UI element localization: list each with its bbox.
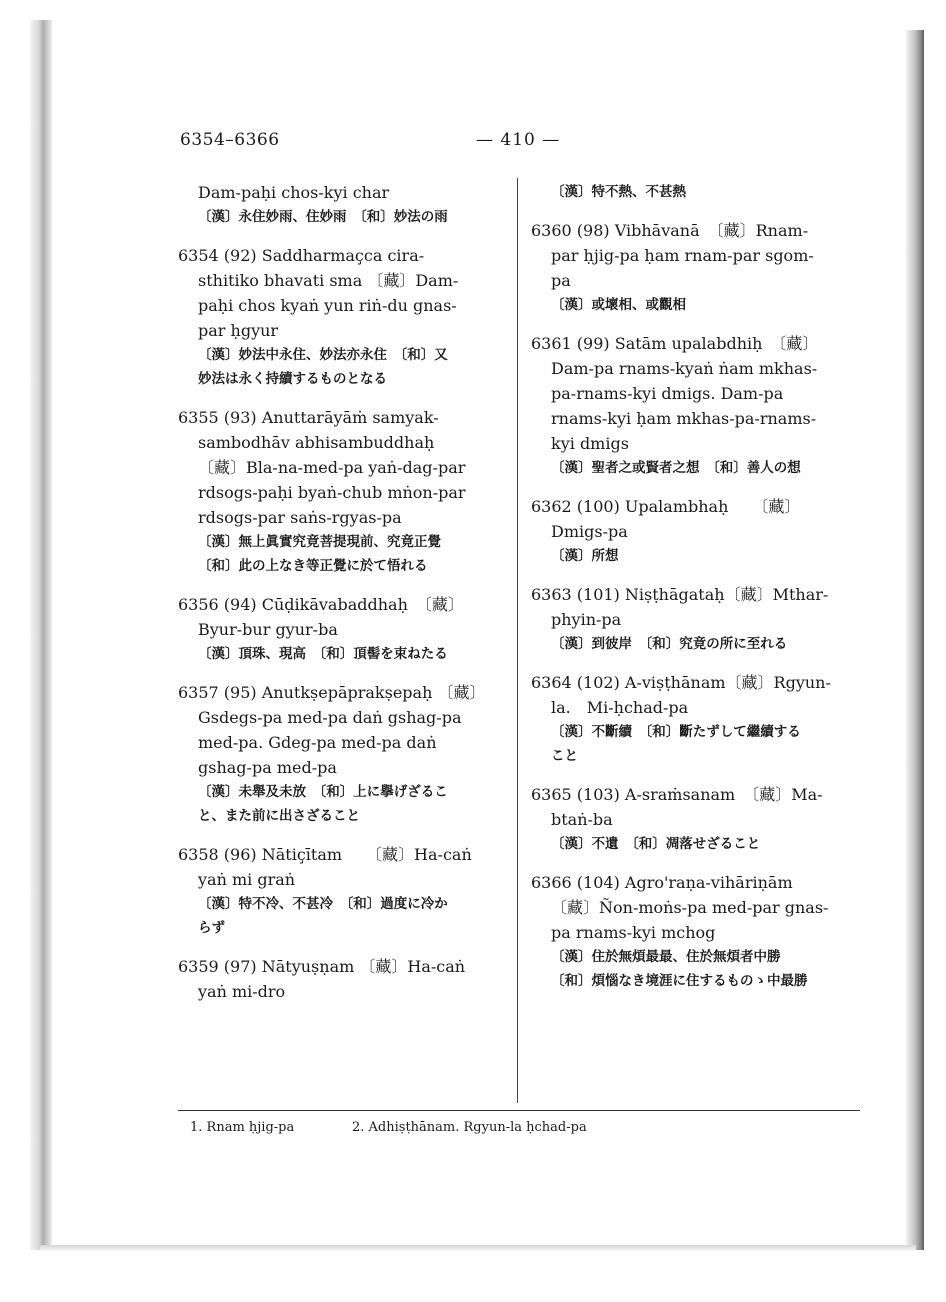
entry-line: rnams-kyi ḥam mkhas-pa-rnams- <box>551 409 817 428</box>
entry-line: btaṅ-ba <box>551 810 613 829</box>
page-number: — 410 — <box>476 130 561 150</box>
entry-headword: 6356 (94) Cūḍikāvabaddhaḥ 〔藏〕 <box>178 595 464 614</box>
translation-line: 〔漢〕未舉及未放 〔和〕上に擧げざるこ <box>198 784 448 800</box>
entry-line: pa-rnams-kyi dmigs. Dam-pa <box>551 384 784 403</box>
entry-headword: 6363 (101) Niṣṭhāgataḥ〔藏〕Mthar- <box>531 585 829 604</box>
entry-headword: 6366 (104) Agro'raṇa-vihāriṇām <box>531 873 793 892</box>
translation-line: 妙法は永く持續するものとなる <box>198 371 387 387</box>
entry-headword: 6361 (99) Satām upalabdhiḥ 〔藏〕 <box>531 334 819 353</box>
footnote-1: 1. Rnam ḥjig-pa <box>190 1120 295 1135</box>
right-column <box>531 180 857 1007</box>
footnote-2: 2. Adhiṣṭhānam. Rgyun-la ḥchad-pa <box>352 1120 587 1135</box>
entry-line: yaṅ mi graṅ <box>198 870 296 889</box>
translation-line: 〔和〕此の上なき等正覺に於て悟れる <box>198 558 428 574</box>
translation-line: 〔漢〕所想 <box>551 548 619 564</box>
entry-line: sambodhāv abhisambuddhaḥ <box>198 433 435 452</box>
column-divider <box>517 178 518 1103</box>
page-header <box>180 130 840 154</box>
dictionary-entry <box>531 494 857 568</box>
translation-line: 〔漢〕不斷續 〔和〕斷たずして繼續する <box>551 724 801 740</box>
dictionary-entry <box>531 331 857 480</box>
entry-line: med-pa. Gdeg-pa med-pa daṅ <box>198 733 437 752</box>
dictionary-entry <box>531 870 857 993</box>
translation-line: 〔漢〕到彼岸 〔和〕究竟の所に至れる <box>551 636 788 652</box>
entry-line: yaṅ mi-dro <box>198 982 286 1001</box>
dictionary-entry <box>531 782 857 856</box>
entry-line: pa <box>551 271 571 290</box>
entry-line: 〔藏〕Ñon-moṅs-pa med-par gnas- <box>551 898 829 917</box>
dictionary-entry <box>178 243 504 391</box>
dictionary-entry <box>178 592 504 666</box>
entry-line: pa rnams-kyi mchog <box>551 923 716 942</box>
entry-line: Gsdegs-pa med-pa daṅ gshag-pa <box>198 708 462 727</box>
dictionary-entry <box>531 670 857 768</box>
entry-line: Byur-bur gyur-ba <box>198 620 338 639</box>
entry-line: Dam-paḥi chos-kyi char <box>198 183 390 202</box>
entry-line: paḥi chos kyaṅ yun riṅ-du gnas- <box>198 296 457 315</box>
dictionary-entry <box>178 954 504 1004</box>
translation-line: こと <box>551 748 578 764</box>
translation-line: 〔漢〕住於無煩最最、住於無煩者中勝 <box>551 949 781 965</box>
scan-shadow-left <box>30 20 52 1250</box>
scan-shadow-right <box>906 30 924 1250</box>
dictionary-entry <box>178 680 504 828</box>
entry-line: Dmigs-pa <box>551 522 628 541</box>
left-column <box>178 180 504 1018</box>
translation-line: 〔漢〕或壞相、或觀相 <box>551 297 686 313</box>
translation-line: 〔漢〕特不冷、不甚冷 〔和〕過度に冷か <box>198 896 448 912</box>
entry-headword: 6359 (97) Nātyuṣṇam 〔藏〕Ha-caṅ <box>178 957 466 976</box>
entry-line: rdsogs-paḥi byaṅ-chub mṅon-par <box>198 483 466 502</box>
entry-range: 6354–6366 <box>180 130 280 150</box>
translation-line: と、また前に出さざること <box>198 808 360 824</box>
entry-headword: 6365 (103) A-sraṁsanam 〔藏〕Ma- <box>531 785 823 804</box>
dictionary-entry <box>531 218 857 317</box>
entry-line: sthitiko bhavati sma 〔藏〕Dam- <box>198 271 459 290</box>
dictionary-entry <box>531 180 857 204</box>
translation-line: 〔和〕煩惱なき境涯に住するものゝ中最勝 <box>551 973 808 989</box>
translation-line: 〔漢〕聖者之或賢者之想 〔和〕善人の想 <box>551 460 801 476</box>
entry-line: gshag-pa med-pa <box>198 758 337 777</box>
entry-headword: 6354 (92) Saddharmaçca cira- <box>178 246 425 265</box>
translation-line: 〔漢〕永住妙雨、住妙雨 〔和〕妙法の雨 <box>198 209 448 225</box>
entry-line: Dam-pa rnams-kyaṅ ṅam mkhas- <box>551 359 818 378</box>
entry-headword: 6355 (93) Anuttarāyāṁ samyak- <box>178 408 439 427</box>
entry-line: phyin-pa <box>551 610 622 629</box>
entry-line: kyi dmigs <box>551 434 629 453</box>
translation-line: らず <box>198 920 225 936</box>
entry-line: la. Mi-ḥchad-pa <box>551 698 689 717</box>
scan-shadow-bottom <box>40 1245 916 1251</box>
dictionary-entry <box>178 180 504 229</box>
translation-line: 〔漢〕頂珠、現高 〔和〕頂髻を束ねたる <box>198 646 448 662</box>
translation-line: 〔漢〕特不熱、不甚熱 <box>551 184 686 200</box>
entry-headword: 6362 (100) Upalambhaḥ 〔藏〕 <box>531 497 801 516</box>
entry-line: par ḥgyur <box>198 321 279 340</box>
dictionary-entry <box>531 582 857 656</box>
dictionary-entry <box>178 405 504 578</box>
entry-line: 〔藏〕Bla-na-med-pa yaṅ-dag-par <box>198 458 466 477</box>
entry-headword: 6358 (96) Nātiçītam 〔藏〕Ha-caṅ <box>178 845 472 864</box>
entry-headword: 6357 (95) Anutkṣepāprakṣepaḥ 〔藏〕 <box>178 683 486 702</box>
entry-line: par ḥjig-pa ḥam rnam-par sgom- <box>551 246 814 265</box>
entry-line: rdsogs-par saṅs-rgyas-pa <box>198 508 402 527</box>
entry-headword: 6360 (98) Vibhāvanā 〔藏〕Rnam- <box>531 221 809 240</box>
entry-headword: 6364 (102) A-viṣṭhānam〔藏〕Rgyun- <box>531 673 831 692</box>
footnote-rule <box>178 1110 860 1111</box>
translation-line: 〔漢〕妙法中永住、妙法亦永住 〔和〕又 <box>198 347 448 363</box>
translation-line: 〔漢〕不遺 〔和〕凋落せざること <box>551 836 761 852</box>
translation-line: 〔漢〕無上眞實究竟菩提現前、究竟正覺 <box>198 534 441 550</box>
dictionary-entry <box>178 842 504 940</box>
